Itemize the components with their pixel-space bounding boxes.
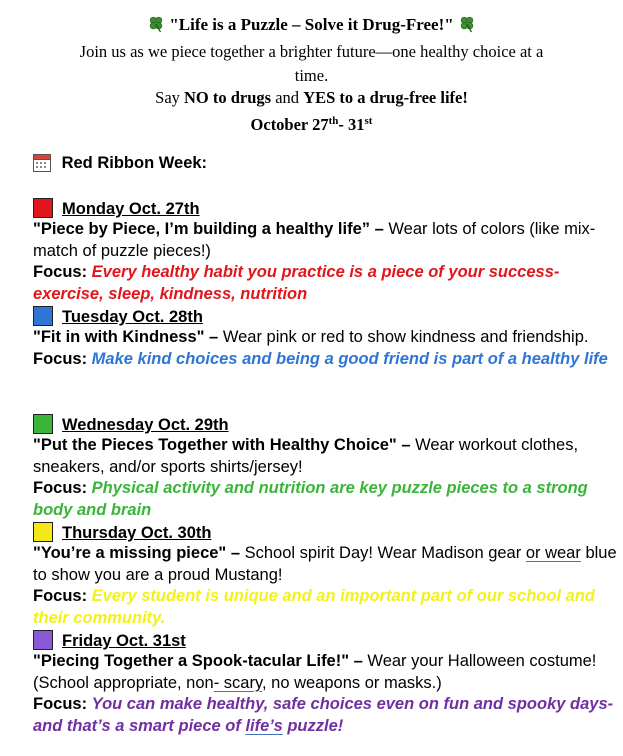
- blue-square-icon: [33, 306, 53, 326]
- focus-text: You can make healthy, safe choices even on fun and spooky days- and that’s a smart piece of: [33, 695, 614, 735]
- theme-text: Wear workout clothes, sneakers, and/or sports shirts/jersey!: [33, 436, 579, 476]
- red-square-icon: [33, 198, 53, 218]
- date-suffix: st: [364, 115, 373, 127]
- theme-quote: "Piecing Together a Spook-tacular Life!" –: [33, 652, 363, 670]
- date-range: [0, 110, 623, 136]
- theme-text: Wear pink or red to show kindness and friendship.: [218, 328, 589, 346]
- theme-quote: "Piece by Piece, I’m building a healthy life” –: [33, 220, 384, 238]
- day-focus: [33, 262, 618, 305]
- day-theme: [33, 219, 618, 262]
- theme-quote: "You’re a missing piece" –: [33, 544, 240, 562]
- theme-text: Wear your Halloween costume! (School appropriate, non: [33, 652, 597, 692]
- focus-label: Focus:: [33, 349, 92, 368]
- day-heading-text: Tuesday Oct. 28th: [62, 308, 203, 326]
- green-square-icon: [33, 414, 53, 434]
- day-focus: [33, 694, 618, 737]
- day-heading: [33, 414, 618, 435]
- day-wednesday: [33, 414, 618, 521]
- day-heading: [33, 198, 618, 219]
- four-leaf-clover-icon: [147, 15, 165, 33]
- day-theme: [33, 651, 618, 694]
- section-title-text: Red Ribbon Week:: [61, 154, 208, 172]
- day-thursday: [33, 522, 618, 629]
- day-monday: [33, 198, 618, 305]
- focus-label: Focus:: [33, 263, 92, 281]
- intro-text: Join us as we piece together a brighter future—one healthy choice at a time.: [79, 42, 544, 85]
- section-title: [33, 152, 207, 174]
- day-theme: [33, 543, 618, 586]
- yes-text: YES to a drug-free life!: [303, 88, 468, 107]
- focus-text-underlined: life’s: [245, 716, 283, 735]
- theme-quote: "Put the Pieces Together with Healthy Choice" –: [33, 436, 411, 454]
- focus-text: Every healthy habit you practice is a piece of your success- exercise, sleep, kindness, nutrition: [33, 263, 560, 303]
- yellow-square-icon: [33, 522, 53, 542]
- day-heading: [33, 306, 618, 327]
- focus-text: Every student is unique and an important part of our school and their community.: [33, 587, 595, 627]
- purple-square-icon: [33, 630, 53, 650]
- theme-text: blue to show you are a proud Mustang!: [33, 544, 617, 584]
- and-text: and: [271, 88, 304, 107]
- day-focus: [33, 478, 618, 521]
- day-heading-text: Thursday Oct. 30th: [62, 524, 212, 542]
- say-no-line: [0, 87, 623, 109]
- focus-label: Focus:: [33, 587, 92, 605]
- theme-text: School spirit Day! Wear Madison gear: [240, 544, 526, 562]
- theme-text: Wear lots of colors (like mix-match of puzzle pieces!): [33, 220, 596, 260]
- theme-text: , no weapons or masks.): [261, 673, 442, 692]
- no-drugs-text: NO to drugs: [184, 88, 272, 107]
- date-start: October 27: [250, 115, 329, 134]
- four-leaf-clover-icon: [458, 15, 476, 33]
- theme-text-underlined: - scary: [213, 673, 262, 692]
- day-heading-text: Wednesday Oct. 29th: [62, 416, 229, 434]
- day-theme: [33, 327, 618, 349]
- day-friday: [33, 630, 618, 737]
- day-focus: [33, 349, 618, 371]
- title-line: [0, 14, 623, 36]
- day-heading-text: Monday Oct. 27th: [62, 200, 200, 218]
- day-heading: [33, 630, 618, 651]
- day-theme: [33, 435, 618, 478]
- focus-text: Physical activity and nutrition are key puzzle pieces to a strong body and brain: [33, 479, 588, 519]
- day-heading-text: Friday Oct. 31st: [62, 632, 186, 650]
- page-title: "Life is a Puzzle – Solve it Drug-Free!": [169, 15, 454, 34]
- date-suffix: th: [328, 115, 339, 127]
- day-heading: [33, 522, 618, 543]
- theme-quote: "Fit in with Kindness" –: [33, 328, 219, 346]
- theme-text-underlined: or wear: [525, 544, 581, 562]
- focus-text: puzzle!: [282, 716, 344, 735]
- day-tuesday: [33, 306, 618, 370]
- say-text: Say: [155, 88, 185, 107]
- focus-text: Make kind choices and being a good friend is part of a healthy life: [91, 349, 608, 368]
- day-focus: [33, 586, 618, 629]
- date-end: - 31: [338, 115, 365, 134]
- focus-label: Focus:: [33, 695, 92, 713]
- calendar-icon: [33, 152, 51, 172]
- focus-label: Focus:: [33, 479, 92, 497]
